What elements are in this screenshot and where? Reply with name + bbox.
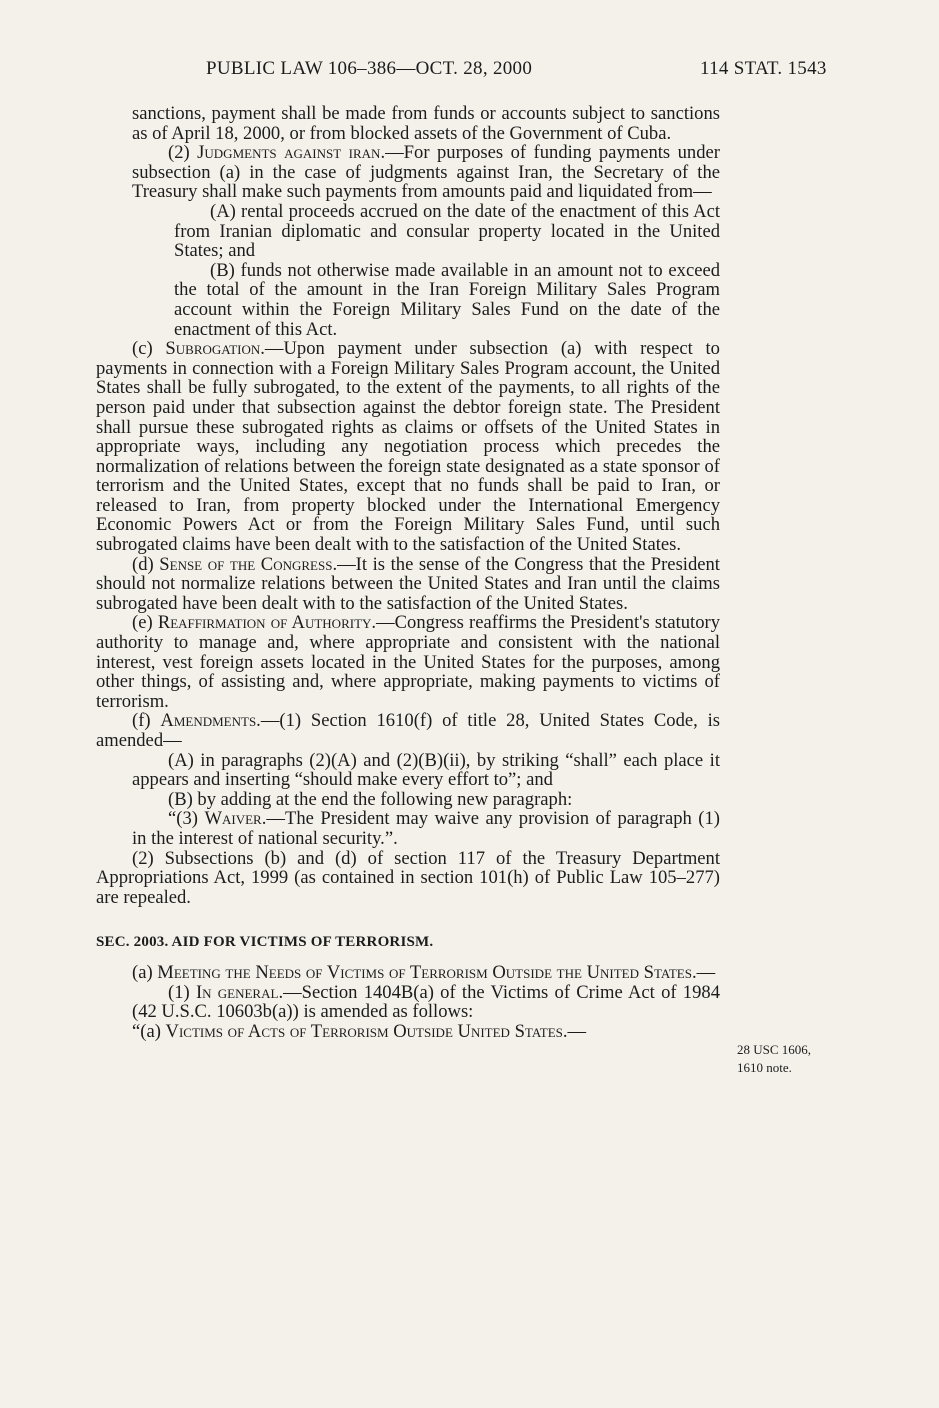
subsection-heading: Sense of the Congress <box>159 553 333 575</box>
subsection-heading: Subrogation <box>165 338 261 360</box>
subsection-heading: Waiver <box>204 808 262 830</box>
margin-note <box>737 1041 847 1077</box>
paragraph-meeting-needs: (a) Meeting the Needs of Victims of Terrorism Outside the United States.— <box>132 961 716 983</box>
paragraph-amend-A: (A) in paragraphs (2)(A) and (2)(B)(ii), by striking “shall” each place it appears and inserting “should make every effort to”; and <box>132 749 720 791</box>
stat-page-number: 114 STAT. 1543 <box>700 58 827 79</box>
paragraph-amendments: (f) Amendments.—(1) Section 1610(f) of title 28, United States Code, is amended— <box>96 710 720 751</box>
subsection-heading: Meeting the Needs of Victims of Terrorism Outside the United States <box>157 961 692 983</box>
page-body <box>96 104 720 1041</box>
paragraph-waiver: “(3) Waiver.—The President may waive any provision of paragraph (1) in the interest of national security.”. <box>132 808 720 849</box>
paragraph-reaffirmation: (e) Reaffirmation of Authority.—Congress reaffirms the President's statutory authority to manage and, where appropriate and consistent with the national interest, vest foreign assets located in the United States for the purposes, among other things, of assisting and, where appropriate, making payments to victims of terrorism. <box>96 612 720 712</box>
margin-note-line: 28 USC 1606, <box>737 1042 812 1057</box>
paragraph-repeal: (2) Subsections (b) and (d) of section 117 of the Treasury Department Appropriations Act, 1999 (as contained in section 101(h) of Public Law 105–277) are repealed. <box>96 847 720 908</box>
margin-note-line: 1610 note. <box>737 1060 792 1075</box>
paragraph-A-rental-proceeds: (A) rental proceeds accrued on the date of the enactment of this Act from Iranian diplomatic and consular property located in the United States; and <box>174 200 720 262</box>
paragraph-sense-of-congress: (d) Sense of the Congress.—It is the sense of the Congress that the President should not normalize relations between the United States and Iran until the claims subrogated have been dealt with to the satisfaction of the United States. <box>96 553 720 614</box>
running-head: PUBLIC LAW 106–386—OCT. 28, 2000 <box>206 58 533 79</box>
paragraph-continuation: sanctions, payment shall be made from funds or accounts subject to sanctions as of April 18, 2000, or from blocked assets of the Government of Cuba. <box>132 103 720 144</box>
page-header <box>0 58 939 88</box>
paragraph-in-general: (1) In general.—Section 1404B(a) of the Victims of Crime Act of 1984 (42 U.S.C. 10603b(a)) is amended as follows: <box>132 981 720 1023</box>
paragraph-judgments-against-iran: (2) Judgments against iran.—For purposes of funding payments under subsection (a) in the case of judgments against Iran, the Secretary of the Treasury shall make such payments from amounts paid and liquidated from— <box>132 142 720 203</box>
paragraph-B-funds: (B) funds not otherwise made available in an amount not to exceed the total of the amount in the Iran Foreign Military Sales Program account within the Foreign Military Sales Fund on the date of the enactment of this Act. <box>174 259 720 340</box>
subsection-heading: Reaffirmation of Authority <box>157 612 372 634</box>
subsection-heading: Victims of Acts of Terrorism Outside United States <box>165 1020 563 1042</box>
paragraph-quoted-a: “(a) Victims of Acts of Terrorism Outside United States.— <box>132 1020 587 1042</box>
subsection-heading: Judgments against iran <box>197 142 381 164</box>
paragraph-subrogation: (c) Subrogation.—Upon payment under subsection (a) with respect to payments in connection with a Foreign Military Sales Program account, the United States shall be fully subrogated, to the extent of the payments, to all rights of the person paid under that subsection against the debtor foreign state. The President shall pursue these subrogated rights as claims or offsets of the United States in appropriate ways, including any negotiation process which precedes the normalization of relations between the foreign state designated as a state sponsor of terrorism and the United States, except that no funds shall be paid to Iran, or released to Iran, from property blocked under the International Emergency Economic Powers Act or from the Foreign Military Sales Fund, until such subrogated claims have been dealt with to the satisfaction of the United States. <box>96 338 720 556</box>
subsection-heading: In general <box>195 981 279 1003</box>
paragraph-amend-B: (B) by adding at the end the following new paragraph: <box>168 788 573 810</box>
subsection-heading: Amendments <box>160 710 257 732</box>
section-heading: SEC. 2003. AID FOR VICTIMS OF TERRORISM. <box>96 934 434 951</box>
